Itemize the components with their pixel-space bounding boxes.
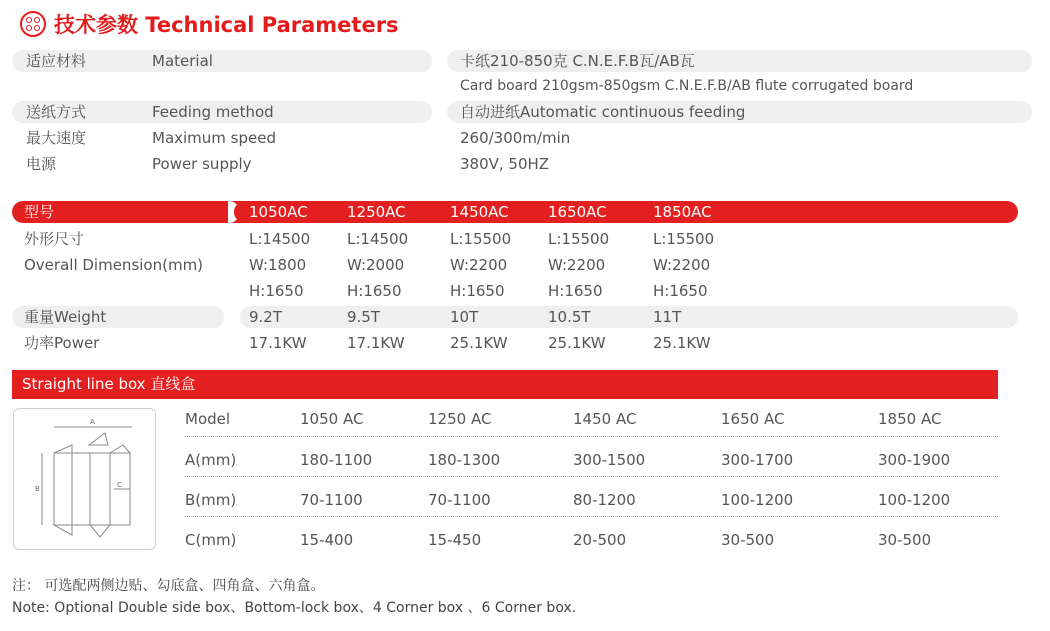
param-cn: 电源 xyxy=(26,155,57,173)
power-value: 25.1KW xyxy=(548,334,606,352)
param-en: Material xyxy=(152,52,213,70)
box-cell: 20-500 xyxy=(573,531,627,549)
box-section-header xyxy=(12,370,998,399)
dim-L: L:15500 xyxy=(450,230,512,248)
note-en: Note: Optional Double side box、Bottom-lock box、4 Corner box 、6 Corner box. xyxy=(12,600,577,616)
model-name: 1650AC xyxy=(548,203,607,221)
model-name: 1850AC xyxy=(653,203,712,221)
weight-value: 11T xyxy=(653,308,682,326)
diagram-label-c: C xyxy=(117,481,122,489)
box-cell: 1650 AC xyxy=(721,410,785,428)
box-cell: 100-1200 xyxy=(721,491,794,509)
diagram-label-a: A xyxy=(90,418,95,426)
box-cell: 30-500 xyxy=(721,531,775,549)
param-cn: 最大速度 xyxy=(26,129,87,147)
param-en: Power supply xyxy=(152,155,252,173)
box-diagram-drawing xyxy=(14,409,155,549)
dimension-label-en: Overall Dimension(mm) xyxy=(24,256,204,274)
model-name: 1450AC xyxy=(450,203,509,221)
power-value: 17.1KW xyxy=(347,334,405,352)
row-divider xyxy=(185,516,998,517)
param-value: 380V, 50HZ xyxy=(460,155,550,173)
param-value: 260/300m/min xyxy=(460,129,571,147)
box-row-label: B(mm) xyxy=(185,491,237,509)
param-value-secondary: Card board 210gsm-850gsm C.N.E.F.B/AB flute corrugated board xyxy=(460,78,914,94)
box-cell: 1250 AC xyxy=(428,410,492,428)
box-cell: 80-1200 xyxy=(573,491,636,509)
box-cell: 30-500 xyxy=(878,531,932,549)
box-cell: 1450 AC xyxy=(573,410,637,428)
dim-H: H:1650 xyxy=(347,282,402,300)
weight-value: 10.5T xyxy=(548,308,591,326)
model-header-band xyxy=(12,201,1018,223)
page-title: 技术参数 Technical Parameters xyxy=(54,13,399,37)
box-cell: 1850 AC xyxy=(878,410,942,428)
box-row-label: A(mm) xyxy=(185,451,237,469)
weight-value: 9.2T xyxy=(249,308,283,326)
diagram-label-b: B xyxy=(35,485,40,493)
parameters-icon xyxy=(20,11,46,37)
param-cn: 适应材料 xyxy=(26,52,87,70)
row-divider xyxy=(185,436,998,437)
param-value: 自动进纸Automatic continuous feeding xyxy=(460,103,746,121)
dim-L: L:14500 xyxy=(249,230,311,248)
box-row-label: C(mm) xyxy=(185,531,237,549)
power-value: 25.1KW xyxy=(653,334,711,352)
box-section-title: Straight line box 直线盒 xyxy=(22,375,196,393)
box-cell: 15-400 xyxy=(300,531,354,549)
dimension-label-cn: 外形尺寸 xyxy=(24,230,85,248)
dim-H: H:1650 xyxy=(653,282,708,300)
model-name: 1250AC xyxy=(347,203,406,221)
dim-W: W:2000 xyxy=(347,256,405,274)
note-cn: 注： 可选配两侧边贴、勾底盒、四角盒、六角盒。 xyxy=(12,578,325,594)
dim-L: L:15500 xyxy=(548,230,610,248)
weight-label: 重量Weight xyxy=(24,308,107,326)
box-diagram xyxy=(13,408,156,550)
title-row xyxy=(20,9,399,39)
box-row-label: Model xyxy=(185,410,231,428)
param-value: 卡纸210-850克 C.N.E.F.B瓦/AB瓦 xyxy=(460,52,695,70)
box-cell: 70-1100 xyxy=(428,491,491,509)
model-name: 1050AC xyxy=(249,203,308,221)
dim-W: W:2200 xyxy=(653,256,711,274)
row-divider xyxy=(185,476,998,477)
model-header-label: 型号 xyxy=(24,203,55,221)
param-en: Feeding method xyxy=(152,103,274,121)
dim-H: H:1650 xyxy=(548,282,603,300)
power-value: 17.1KW xyxy=(249,334,307,352)
param-cn: 送纸方式 xyxy=(26,103,87,121)
weight-value: 9.5T xyxy=(347,308,381,326)
box-cell: 180-1100 xyxy=(300,451,373,469)
dim-H: H:1650 xyxy=(249,282,304,300)
dim-H: H:1650 xyxy=(450,282,505,300)
box-cell: 1050 AC xyxy=(300,410,364,428)
dim-W: W:2200 xyxy=(450,256,508,274)
box-cell: 300-1500 xyxy=(573,451,646,469)
box-cell: 70-1100 xyxy=(300,491,363,509)
power-value: 25.1KW xyxy=(450,334,508,352)
weight-value: 10T xyxy=(450,308,479,326)
param-en: Maximum speed xyxy=(152,129,276,147)
dim-W: W:2200 xyxy=(548,256,606,274)
power-label: 功率Power xyxy=(24,334,100,352)
dim-L: L:15500 xyxy=(653,230,715,248)
box-cell: 300-1900 xyxy=(878,451,951,469)
box-cell: 300-1700 xyxy=(721,451,794,469)
box-cell: 100-1200 xyxy=(878,491,951,509)
dim-W: W:1800 xyxy=(249,256,307,274)
box-cell: 180-1300 xyxy=(428,451,501,469)
box-cell: 15-450 xyxy=(428,531,482,549)
dim-L: L:14500 xyxy=(347,230,409,248)
